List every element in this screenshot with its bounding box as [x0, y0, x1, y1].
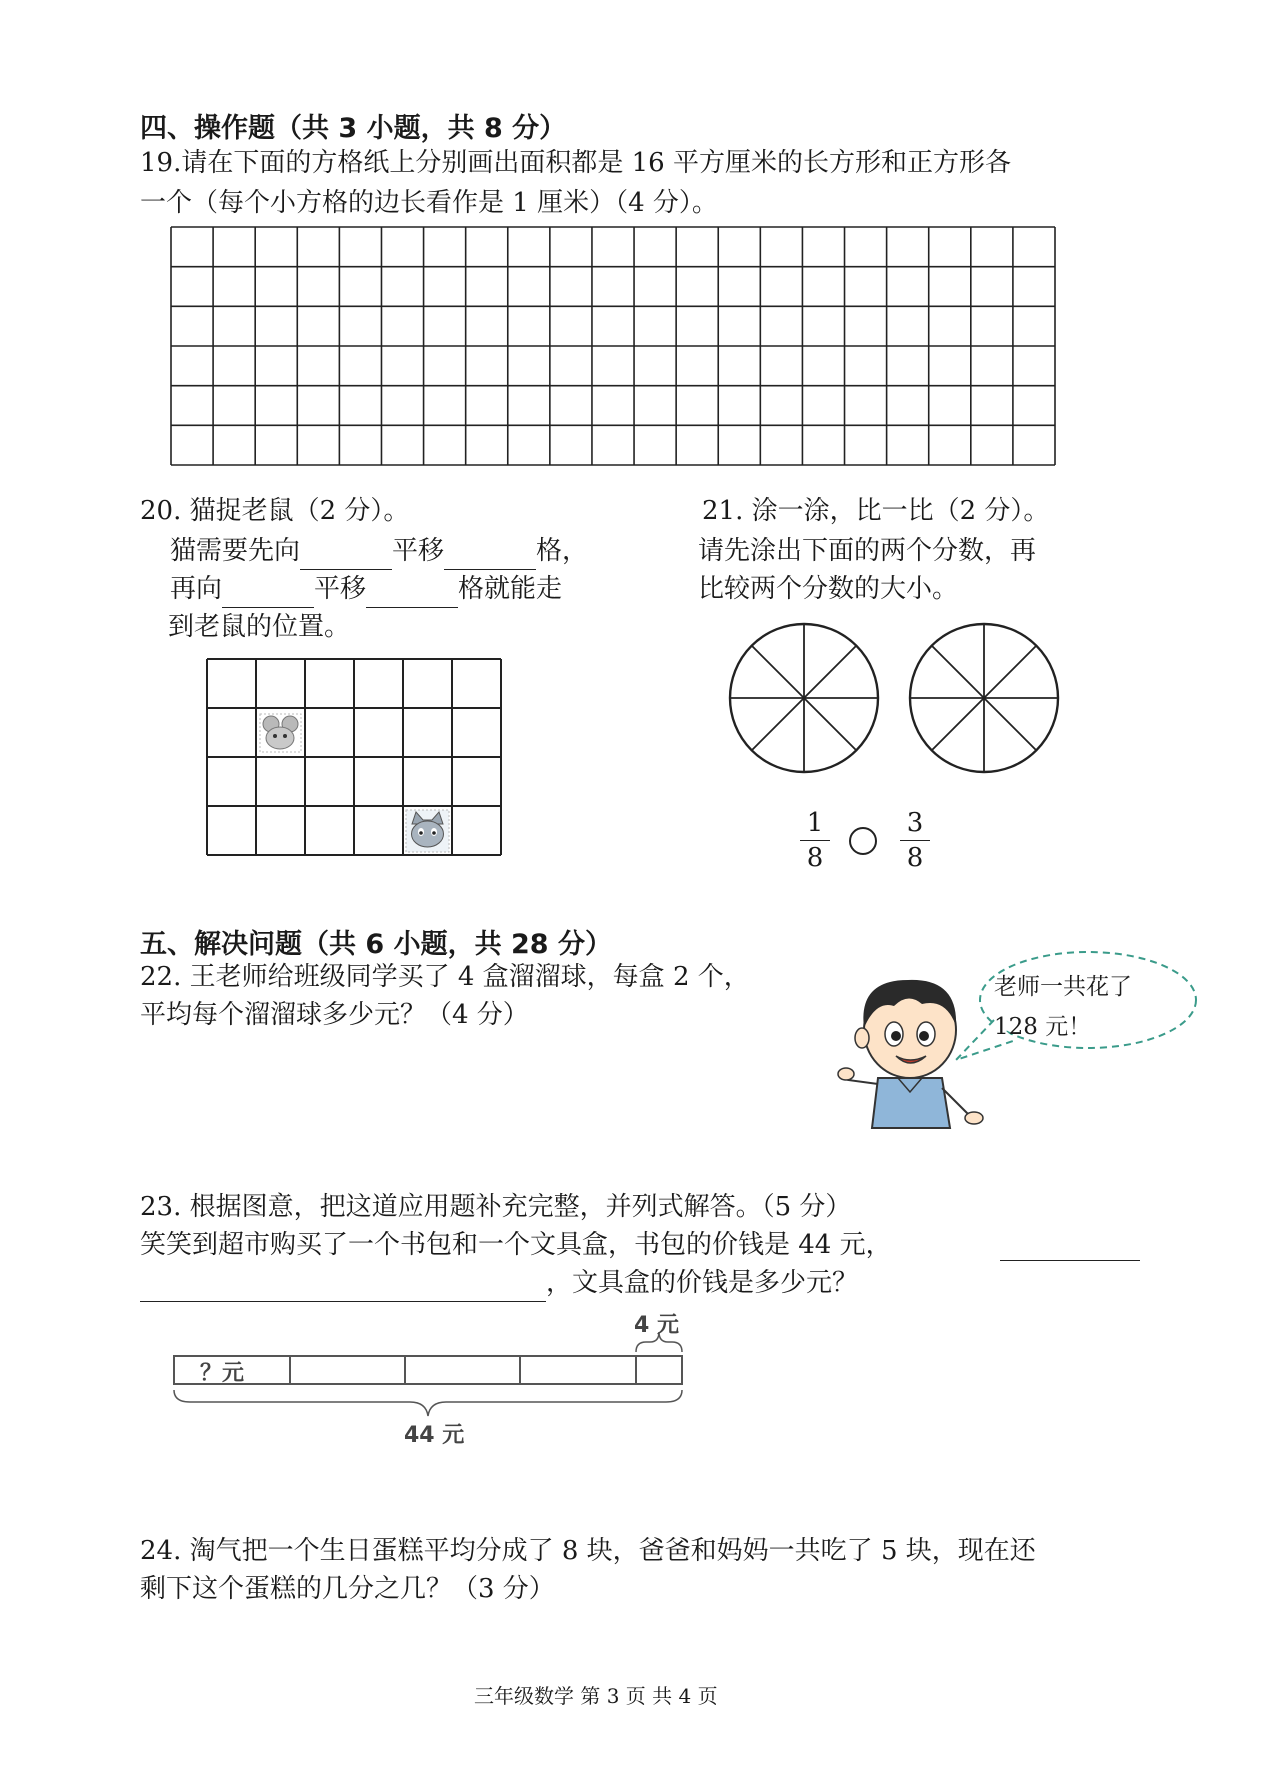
fraction-right-denominator: 8: [906, 843, 924, 873]
q23-line3-text: ，文具盒的价钱是多少元？: [546, 1268, 859, 1298]
q19-square-grid[interactable]: [170, 226, 1056, 466]
diagram-label-4yuan: 4 元: [634, 1313, 679, 1338]
q20-text-1a: 猫需要先向: [170, 536, 301, 566]
q20-text-1b: 平移: [392, 536, 445, 566]
q19-line1: 19.请在下面的方格纸上分别画出面积都是 16 平方厘米的长方形和正方形各: [140, 148, 1011, 178]
diagram-label-total: 44 元: [404, 1423, 465, 1448]
q20-text-2c: 格就能走: [458, 574, 563, 604]
page-footer: 三年级数学 第 3 页 共 4 页: [474, 1684, 718, 1708]
q23-blank-condition-b[interactable]: [140, 1273, 546, 1302]
q24-line1: 24. 淘气把一个生日蛋糕平均分成了 8 块，爸爸和妈妈一共吃了 5 块，现在还: [140, 1536, 1036, 1566]
section-4-heading: 四、操作题（共 3 小题，共 8 分）: [140, 113, 567, 144]
fraction-left-numerator: 1: [806, 808, 824, 838]
compare-circle-blank[interactable]: [848, 826, 878, 856]
bubble-text-line2: 128 元！: [994, 1014, 1092, 1040]
q20-text-2a: 再向: [170, 574, 223, 604]
q21-line1: 请先涂出下面的两个分数，再: [698, 536, 1037, 566]
q23-line1: 23. 根据图意，把这道应用题补充完整，并列式解答。（5 分）: [140, 1192, 852, 1222]
bubble-text-line1: 老师一共花了: [994, 974, 1132, 1000]
q20-text-1c: 格，: [536, 536, 589, 566]
q20-blank-direction-2[interactable]: [222, 579, 314, 608]
cat-icon: [406, 810, 449, 852]
q21-line2: 比较两个分数的大小。: [698, 574, 959, 604]
q20-blank-direction-1[interactable]: [300, 541, 392, 570]
q20-cat-mouse-grid: [206, 658, 502, 856]
q21-fraction-circles[interactable]: [726, 620, 1066, 780]
fraction-left-denominator: 8: [806, 843, 824, 873]
q22-line1: 22. 王老师给班级同学买了 4 盒溜溜球，每盒 2 个，: [140, 962, 750, 992]
diagram-label-question: ？元: [200, 1361, 245, 1386]
q19-line2: 一个（每个小方格的边长看作是 1 厘米）（4 分）。: [140, 188, 718, 218]
fraction-three-eighths: [900, 808, 930, 873]
q20-text-2b: 平移: [314, 574, 367, 604]
q24-line2: 剩下这个蛋糕的几分之几？（3 分）: [140, 1574, 555, 1604]
q20-line1: [170, 532, 588, 570]
q23-blank-condition-a[interactable]: [1000, 1232, 1140, 1261]
fraction-one-eighth: [800, 808, 830, 873]
q20-blank-steps-1[interactable]: [444, 541, 536, 570]
q23-line3: [140, 1264, 858, 1302]
q20-blank-steps-2[interactable]: [366, 579, 458, 608]
q20-line3: 到老鼠的位置。: [168, 612, 351, 642]
section-5-heading: 五、解决问题（共 6 小题，共 28 分）: [140, 929, 612, 960]
q20-title: 20. 猫捉老鼠（2 分）。: [140, 496, 410, 526]
q22-line2: 平均每个溜溜球多少元？（4 分）: [140, 1000, 529, 1030]
q23-line2: 笑笑到超市购买了一个书包和一个文具盒，书包的价钱是 44 元，: [140, 1230, 892, 1260]
mouse-icon: [260, 714, 301, 752]
fraction-right-numerator: 3: [906, 808, 924, 838]
q20-line2: [170, 570, 562, 608]
q21-title: 21. 涂一涂，比一比（2 分）。: [702, 496, 1050, 526]
